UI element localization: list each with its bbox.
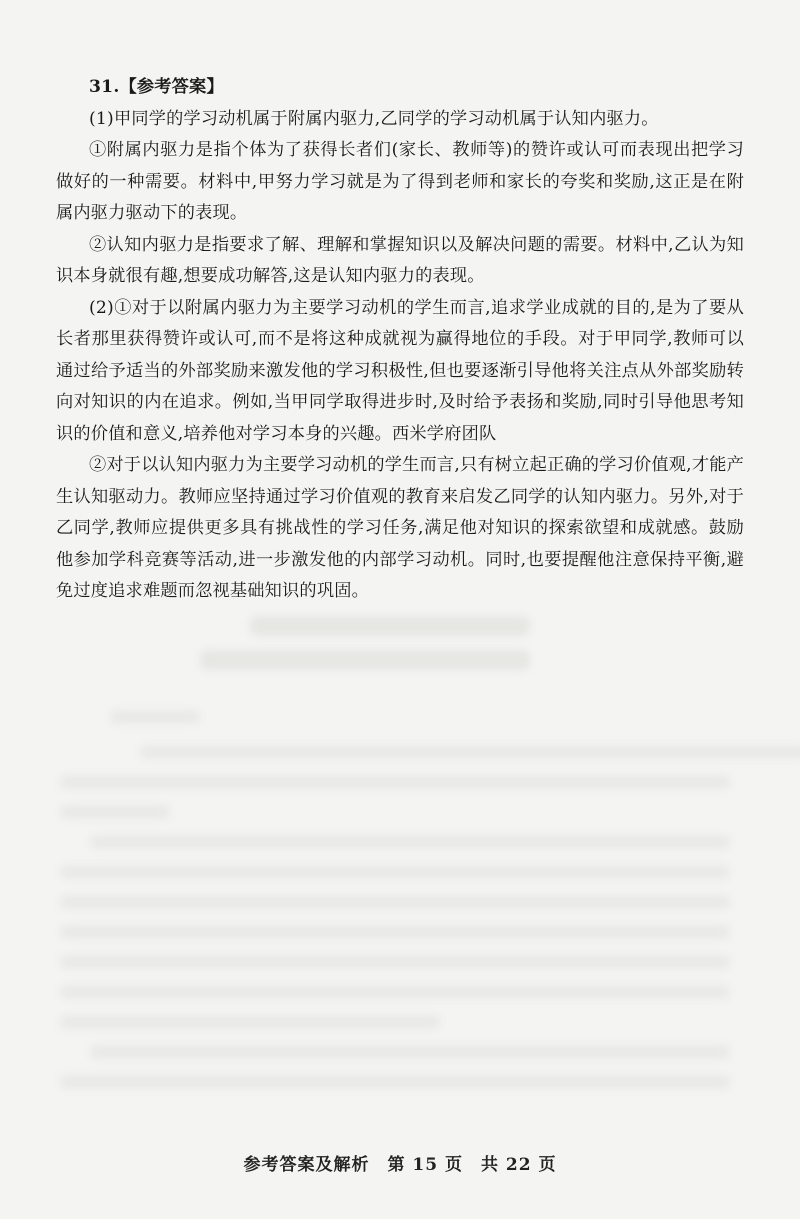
- bleed-shape: [60, 775, 730, 789]
- bleed-shape: [250, 616, 530, 636]
- bleed-shape: [140, 745, 800, 759]
- bleed-shape: [60, 1015, 440, 1029]
- bleed-shape: [60, 865, 730, 879]
- bleed-shape: [200, 650, 530, 670]
- bleed-shape: [110, 710, 200, 724]
- bleed-shape: [60, 805, 170, 819]
- answer-paragraph-1: (1)甲同学的学习动机属于附属内驱力,乙同学的学习动机属于认知内驱力。: [89, 108, 659, 129]
- bleed-shape: [90, 1045, 730, 1059]
- bleed-shape: [90, 835, 730, 849]
- answer-31: [56, 72, 744, 608]
- bleed-shape: [60, 1075, 730, 1089]
- bleed-shape: [60, 925, 730, 939]
- bleed-through-texture: [0, 590, 800, 1110]
- answer-heading: 31.【参考答案】: [89, 77, 224, 97]
- answer-paragraph-5: ②对于以认知内驱力为主要学习动机的学生而言,只有树立起正确的学习价值观,才能产生认知驱动力。教师应坚持通过学习价值观的教育来启发乙同学的认知内驱力。另外,对于乙同学,教师应提供更多具有挑战性的学习任务,满足他对知识的探索欲望和成就感。鼓励他参加学科竞赛等活动,进一步激发他的内部学习动机。同时,也要提醒他注意保持平衡,避免过度追求难题而忽视基础知识的巩固。: [56, 455, 744, 601]
- answer-paragraph-4: (2)①对于以附属内驱力为主要学习动机的学生而言,追求学业成就的目的,是为了要从长者那里获得赞许或认可,而不是将这种成就视为赢得地位的手段。对于甲同学,教师可以通过给予适当的外部奖励来激发他的学习积极性,但也要逐渐引导他将关注点从外部奖励转向对知识的内在追求。例如,当甲同学取得进步时,及时给予表扬和奖励,同时引导他思考知识的价值和意义,培养他对学习本身的兴趣。西米学府团队: [56, 297, 744, 444]
- bleed-shape: [60, 895, 730, 909]
- bleed-shape: [60, 985, 730, 999]
- answer-paragraph-2: ①附属内驱力是指个体为了获得长者们(家长、教师等)的赞许或认可而表现出把学习做好的一种需要。材料中,甲努力学习就是为了得到老师和家长的夸奖和奖励,这正是在附属内驱力驱动下的表现。: [56, 140, 744, 223]
- page-footer: 参考答案及解析 第 15 页 共 22 页: [243, 1155, 557, 1175]
- answer-paragraph-3: ②认知内驱力是指要求了解、理解和掌握知识以及解决问题的需要。材料中,乙认为知识本身就很有趣,想要成功解答,这是认知内驱力的表现。: [56, 234, 744, 286]
- bleed-shape: [60, 955, 730, 969]
